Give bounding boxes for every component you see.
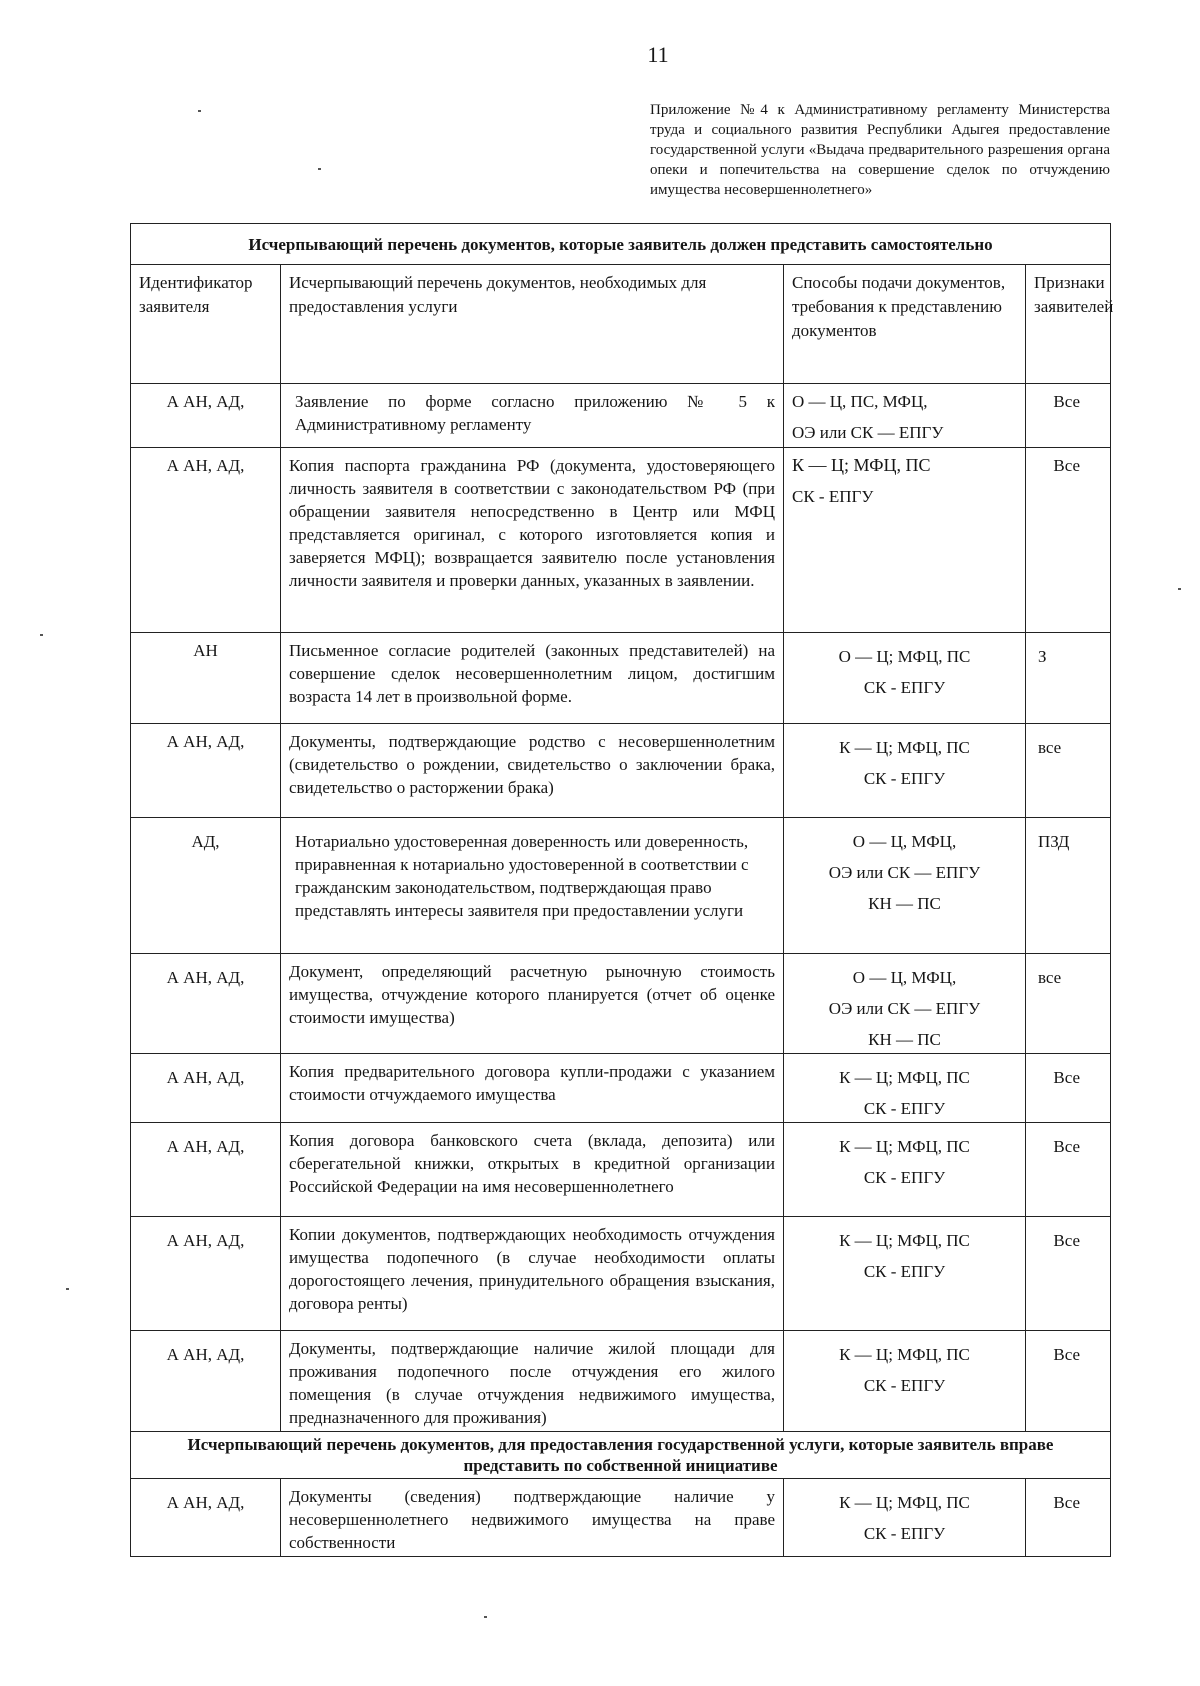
method-line: СК - ЕПГУ bbox=[792, 487, 874, 506]
section2-title: Исчерпывающий перечень документов, для предоставления государственной услуги, которые заявитель вправе представить по собственной инициативе bbox=[131, 1432, 1111, 1479]
row-methods bbox=[784, 633, 1026, 724]
row-document: Документ, определяющий расчетную рыночную стоимость имущества, отчуждение которого планируется (отчет об оценке стоимости имущества) bbox=[281, 954, 784, 1054]
row-applicant-id: А АН, АД, bbox=[131, 954, 281, 1054]
header-applicant-id: Идентификатор заявителя bbox=[131, 265, 281, 384]
row-document: Копия паспорта гражданина РФ (документа, удостоверяющего личность заявителя в соответствии с законодательством РФ (при обращении заявителя непосредственно в Центр или МФЦ представляется оригинал, с которого изготовляется копия и заверяется МФЦ); возвращается заявителю после установления личности заявителя и проверки данных, указанных в заявлении. bbox=[281, 448, 784, 633]
row-sign: Все bbox=[1026, 1479, 1111, 1557]
header-applicant-signs: Признаки заявителей bbox=[1026, 265, 1111, 384]
header-documents-list: Исчерпывающий перечень документов, необходимых для предоставления услуги bbox=[281, 265, 784, 384]
table-row bbox=[131, 384, 1111, 448]
row-sign: Все bbox=[1026, 1123, 1111, 1217]
table-row bbox=[131, 1479, 1111, 1557]
row-sign: Все bbox=[1026, 1217, 1111, 1331]
row-document: Документы, подтверждающие родство с несовершеннолетним (свидетельство о рождении, свидетельство о заключении брака, свидетельство о расторжении брака) bbox=[281, 724, 784, 818]
method-line: СК - ЕПГУ bbox=[863, 1524, 946, 1543]
row-applicant-id: А АН, АД, bbox=[131, 448, 281, 633]
row-applicant-id: АН bbox=[131, 633, 281, 724]
method-line: СК - ЕПГУ bbox=[863, 678, 946, 697]
row-methods bbox=[784, 1123, 1026, 1217]
scan-speck bbox=[40, 634, 43, 636]
row-methods bbox=[784, 1331, 1026, 1432]
row-methods bbox=[784, 818, 1026, 954]
section1-title: Исчерпывающий перечень документов, которые заявитель должен представить самостоятельно bbox=[131, 224, 1111, 265]
row-applicant-id: А АН, АД, bbox=[131, 1123, 281, 1217]
row-sign: все bbox=[1026, 724, 1111, 818]
table-row bbox=[131, 1331, 1111, 1432]
documents-table bbox=[130, 223, 1114, 1557]
method-line: О — Ц, МФЦ, bbox=[852, 832, 957, 851]
row-sign: Все bbox=[1026, 1331, 1111, 1432]
row-sign: ПЗД bbox=[1026, 818, 1111, 954]
row-applicant-id: А АН, АД, bbox=[131, 1217, 281, 1331]
table-row bbox=[131, 1123, 1111, 1217]
row-document: Копия предварительного договора купли-продажи с указанием стоимости отчуждаемого имущества bbox=[281, 1054, 784, 1123]
method-line: СК - ЕПГУ bbox=[863, 769, 946, 788]
table-row bbox=[131, 954, 1111, 1054]
method-line: ОЭ или СК — ЕПГУ bbox=[828, 863, 981, 882]
scan-speck bbox=[1178, 588, 1181, 590]
row-applicant-id: А АН, АД, bbox=[131, 724, 281, 818]
row-document: Заявление по форме согласно приложению № 5 к Административному регламенту bbox=[281, 384, 784, 448]
method-line: К — Ц; МФЦ, ПС bbox=[792, 455, 931, 475]
method-line: О — Ц, ПС, МФЦ, bbox=[792, 392, 928, 411]
row-applicant-id: А АН, АД, bbox=[131, 384, 281, 448]
column-header-row bbox=[131, 265, 1111, 384]
table-row bbox=[131, 633, 1111, 724]
section-header-row bbox=[131, 224, 1111, 265]
scan-speck bbox=[318, 168, 321, 170]
table-row bbox=[131, 1054, 1111, 1123]
method-line: СК - ЕПГУ bbox=[863, 1168, 946, 1187]
row-methods bbox=[784, 1217, 1026, 1331]
row-document: Документы (сведения) подтверждающие наличие у несовершеннолетнего недвижимого имущества на праве собственности bbox=[281, 1479, 784, 1557]
method-line: К — Ц; МФЦ, ПС bbox=[839, 1493, 970, 1512]
method-line: СК - ЕПГУ bbox=[863, 1099, 946, 1118]
method-line: СК - ЕПГУ bbox=[863, 1262, 946, 1281]
row-document: Письменное согласие родителей (законных представителей) на совершение сделок несовершеннолетним лицом, достигшим возраста 14 лет в произвольной форме. bbox=[281, 633, 784, 724]
table-row bbox=[131, 1217, 1111, 1331]
table-row bbox=[131, 724, 1111, 818]
method-line: К — Ц; МФЦ, ПС bbox=[839, 738, 970, 757]
method-line: ОЭ или СК — ЕПГУ bbox=[828, 999, 981, 1018]
row-applicant-id: АД, bbox=[131, 818, 281, 954]
method-line: О — Ц; МФЦ, ПС bbox=[838, 647, 971, 666]
method-line: К — Ц; МФЦ, ПС bbox=[839, 1137, 970, 1156]
row-document: Копии документов, подтверждающих необходимость отчуждения имущества подопечного (в случае необходимости оплаты дорогостоящего лечения, принудительного обращения взыскания, договора ренты) bbox=[281, 1217, 784, 1331]
row-methods bbox=[784, 384, 1026, 448]
row-sign: Все bbox=[1026, 384, 1111, 448]
method-line: КН — ПС bbox=[868, 894, 941, 913]
method-line: К — Ц; МФЦ, ПС bbox=[839, 1345, 970, 1364]
row-methods bbox=[784, 724, 1026, 818]
scan-speck bbox=[198, 110, 201, 112]
row-document: Документы, подтверждающие наличие жилой площади для проживания подопечного после отчуждения его жилого помещения (в случае отчуждения недвижимого имущества, предназначенного для проживания) bbox=[281, 1331, 784, 1432]
row-applicant-id: А АН, АД, bbox=[131, 1331, 281, 1432]
row-applicant-id: А АН, АД, bbox=[131, 1054, 281, 1123]
table-row bbox=[131, 818, 1111, 954]
method-line: К — Ц; МФЦ, ПС bbox=[839, 1068, 970, 1087]
row-document: Копия договора банковского счета (вклада, депозита) или сберегательной книжки, открытых в кредитной организации Российской Федерации на имя несовершеннолетнего bbox=[281, 1123, 784, 1217]
method-line: К — Ц; МФЦ, ПС bbox=[839, 1231, 970, 1250]
method-line: СК - ЕПГУ bbox=[863, 1376, 946, 1395]
row-methods bbox=[784, 954, 1026, 1054]
row-document: Нотариально удостоверенная доверенность или доверенность, приравненная к нотариально удостоверенной в соответствии с гражданским законодательством, подтверждающая право представлять интересы заявителя при предоставлении услуги bbox=[281, 818, 784, 954]
scan-speck bbox=[484, 1616, 487, 1618]
row-sign: все bbox=[1026, 954, 1111, 1054]
row-methods bbox=[784, 1054, 1026, 1123]
table-row bbox=[131, 448, 1111, 633]
appendix-note: Приложение №4 к Административному регламенту Министерства труда и социального развития Республики Адыгея предоставление государственной услуги «Выдача предварительного разрешения органа опеки и попечительства на совершение сделок по отчуждению имущества несовершеннолетнего» bbox=[650, 102, 1110, 198]
row-sign: Все bbox=[1026, 1054, 1111, 1123]
page-number: 11 bbox=[647, 42, 669, 67]
scan-speck bbox=[66, 1288, 69, 1290]
header-submission-methods: Способы подачи документов, требования к представлению документов bbox=[784, 265, 1026, 384]
method-line: ОЭ или СК — ЕПГУ bbox=[792, 423, 944, 442]
row-methods bbox=[784, 448, 1026, 633]
row-applicant-id: А АН, АД, bbox=[131, 1479, 281, 1557]
section-header-row bbox=[131, 1432, 1111, 1479]
method-line: КН — ПС bbox=[868, 1030, 941, 1049]
row-sign: Все bbox=[1026, 448, 1111, 633]
row-methods bbox=[784, 1479, 1026, 1557]
method-line: О — Ц, МФЦ, bbox=[852, 968, 957, 987]
row-sign: З bbox=[1026, 633, 1111, 724]
